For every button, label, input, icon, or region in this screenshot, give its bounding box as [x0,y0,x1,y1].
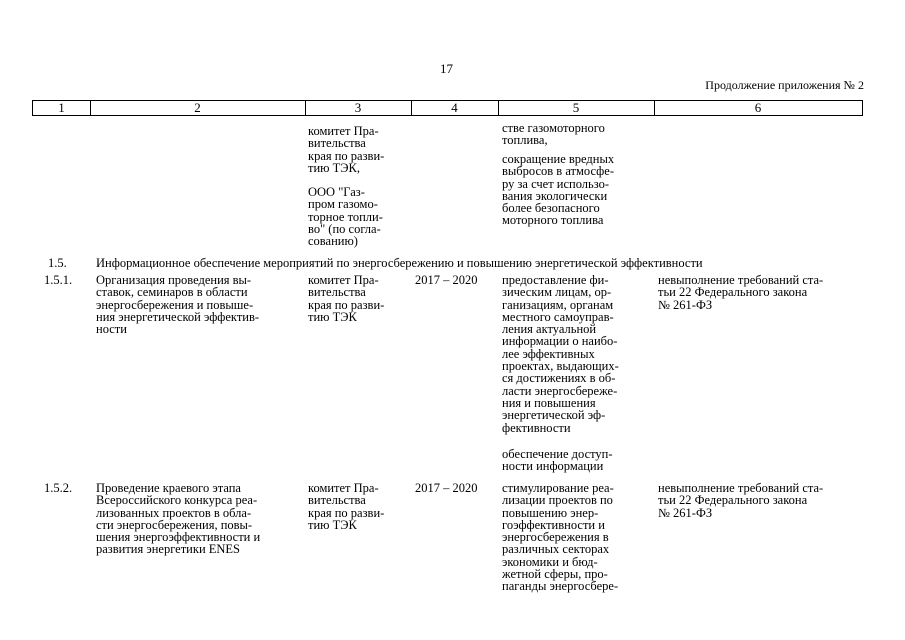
row-2-number: 1.5.2. [44,481,73,495]
row-2-consequences: невыполнение требований ста- тьи 22 Федерального закона № 261-ФЗ [658,481,824,520]
header-col-2: 2 [90,100,306,116]
header-col-4: 4 [411,100,499,116]
row-1-period: 2017 – 2020 [415,273,478,287]
page-number: 17 [440,61,453,76]
header-col-3: 3 [305,100,412,116]
row-1-consequences: невыполнение требований ста- тьи 22 Федерального закона № 261-ФЗ [658,273,824,312]
row-1-name: Организация проведения вы- ставок, семинаров в области энергосбережения и повыше- ния энергетической эффектив- ности [96,273,260,337]
row-2-executor: комитет Пра- вительства края по разви- тию ТЭК [308,481,385,532]
row-1-executor: комитет Пра- вительства края по разви- тию ТЭК [308,273,385,324]
table-header-row [32,100,863,117]
header-col-5: 5 [498,100,655,116]
header-col-1: 1 [32,100,91,116]
continuation-result-1: стве газомоторного топлива, [502,121,605,148]
continuation-executor-1: комитет Пра- вительства края по разви- тию ТЭК, [308,124,385,175]
row-2-name: Проведение краевого этапа Всероссийского конкурса реа- лизованных проектов в обла- сти энергосбережения, повы- шения энергоэффективности и развития энергетики ENES [96,481,261,557]
header-col-6: 6 [654,100,863,116]
row-1-number: 1.5.1. [44,273,73,287]
section-number: 1.5. [48,256,67,270]
row-2-result-1: стимулирование реа- лизации проектов по повышению энер- гоэффективности и энергосбережения в различных секторах экономики и бюд- жетной сферы, про- паганды энергосбере- [502,481,619,594]
continuation-executor-2: ООО "Газ- пром газомо- торное топли- во" (по согла- сованию) [308,185,383,249]
continuation-result-2: сокращение вредных выбросов в атмосфе- ру за счет использо- вания экологически более безопасного моторного топлива [502,152,615,228]
row-1-result-1: предоставление фи- зическим лицам, ор- ганизациям, органам местного самоуправ- ления актуальной информации о наибо- лее эффективных проектах, выдающих- ся достижениях в об- ласти энергосбереже- ния и повышения энергетической эф- фективности [502,273,619,435]
appendix-continuation-note: Продолжение приложения № 2 [705,78,864,92]
row-2-period: 2017 – 2020 [415,481,478,495]
section-title: Информационное обеспечение мероприятий по энергосбережению и повышению энергетической эффективности [96,256,703,270]
row-1-result-2: обеспечение доступ- ности информации [502,447,613,474]
